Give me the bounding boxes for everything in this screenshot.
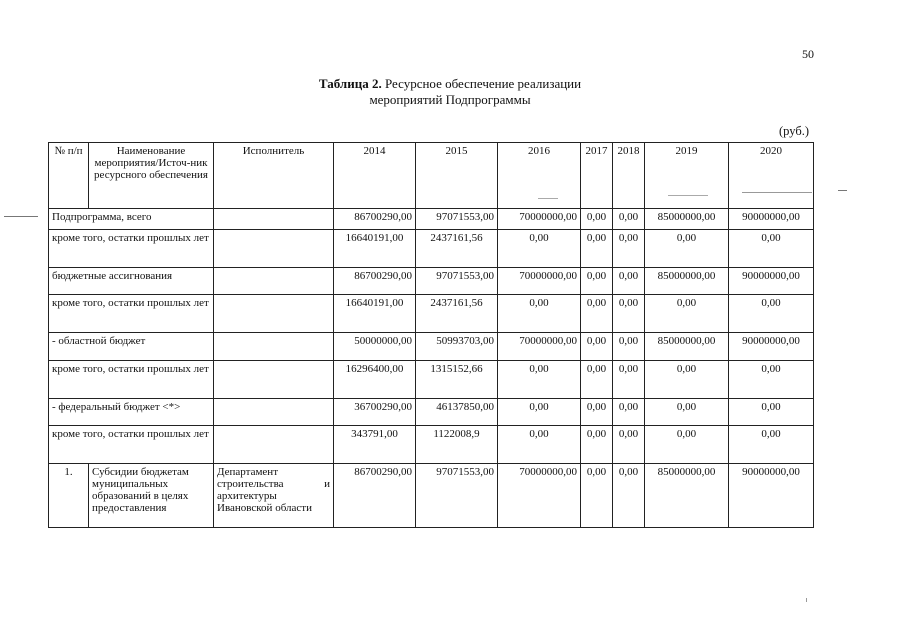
table-title [240,76,660,108]
value-cell: 0,00 [645,230,729,268]
value-cell: 0,00 [613,464,645,528]
value-cell: 85000000,00 [645,209,729,230]
row-name: - федеральный бюджет <*> [49,399,214,426]
table-row [49,333,814,361]
value-cell: 36700290,00 [334,399,416,426]
row-executor [214,399,334,426]
header-name: Наименование мероприятия/Источ-ник ресурсного обеспечения [89,143,214,209]
value-cell: 0,00 [581,333,613,361]
value-cell: 16640191,00 [334,295,416,333]
row-name: бюджетные ассигнования [49,268,214,295]
table-row [49,295,814,333]
value-cell: 343791,00 [334,426,416,464]
table-row [49,230,814,268]
table-title-line2: мероприятий Подпрограммы [369,92,531,107]
row-executor [214,230,334,268]
value-cell: 0,00 [581,295,613,333]
table-title-text: Ресурсное обеспечение реализации [384,76,582,91]
value-cell: 46137850,00 [416,399,498,426]
value-cell: 2437161,56 [416,230,498,268]
value-cell: 1315152,66 [416,361,498,399]
value-cell: 0,00 [613,426,645,464]
value-cell: 2437161,56 [416,295,498,333]
value-cell: 90000000,00 [729,209,814,230]
value-cell: 0,00 [613,295,645,333]
row-executor [214,333,334,361]
value-cell: 0,00 [498,295,581,333]
header-executor: Исполнитель [214,143,334,209]
item-index: 1. [49,464,89,528]
row-name: Подпрограмма, всего [49,209,214,230]
value-cell: 0,00 [645,399,729,426]
row-name: кроме того, остатки прошлых лет [49,361,214,399]
table-row [49,426,814,464]
value-cell: 0,00 [613,209,645,230]
value-cell: 0,00 [613,230,645,268]
row-executor [214,426,334,464]
value-cell: 0,00 [645,295,729,333]
page-number: 50 [802,47,814,61]
scan-mark [538,198,558,199]
row-executor [214,361,334,399]
value-cell: 97071553,00 [416,268,498,295]
value-cell: 0,00 [613,399,645,426]
table-row [49,209,814,230]
value-cell: 0,00 [581,209,613,230]
table-row [49,268,814,295]
row-executor [214,268,334,295]
value-cell: 0,00 [645,426,729,464]
value-cell: 0,00 [498,426,581,464]
table-row [49,464,814,528]
value-cell: 0,00 [613,268,645,295]
value-cell: 97071553,00 [416,464,498,528]
scan-mark [4,216,38,217]
value-cell: 70000000,00 [498,268,581,295]
value-cell: 85000000,00 [645,268,729,295]
value-cell: 0,00 [729,295,814,333]
resource-table [48,142,814,528]
row-name: кроме того, остатки прошлых лет [49,295,214,333]
value-cell: 1122008,9 [416,426,498,464]
value-cell: 0,00 [581,230,613,268]
header-num: № п/п [49,143,89,209]
value-cell: 70000000,00 [498,209,581,230]
value-cell: 0,00 [498,230,581,268]
value-cell: 0,00 [729,426,814,464]
row-name: - областной бюджет [49,333,214,361]
row-name: кроме того, остатки прошлых лет [49,426,214,464]
table-title-label: Таблица 2. [318,76,382,91]
value-cell: 85000000,00 [645,333,729,361]
table-row [49,399,814,426]
value-cell: 0,00 [613,333,645,361]
header-year: 2017 [581,143,613,209]
row-executor [214,295,334,333]
value-cell: 90000000,00 [729,268,814,295]
value-cell: 16640191,00 [334,230,416,268]
value-cell: 0,00 [613,361,645,399]
value-cell: 0,00 [581,464,613,528]
value-cell: 90000000,00 [729,464,814,528]
value-cell: 0,00 [581,426,613,464]
row-executor [214,209,334,230]
header-year: 2016 [498,143,581,209]
scan-mark [668,195,708,196]
table-row [49,361,814,399]
header-year: 2014 [334,143,416,209]
value-cell: 86700290,00 [334,464,416,528]
units-label: (руб.) [779,124,809,138]
value-cell: 16296400,00 [334,361,416,399]
value-cell: 97071553,00 [416,209,498,230]
header-year: 2019 [645,143,729,209]
scan-mark [742,192,812,193]
value-cell: 0,00 [645,361,729,399]
scan-mark [806,598,807,602]
value-cell: 86700290,00 [334,268,416,295]
value-cell: 0,00 [729,399,814,426]
value-cell: 0,00 [498,361,581,399]
value-cell: 86700290,00 [334,209,416,230]
value-cell: 0,00 [581,399,613,426]
value-cell: 85000000,00 [645,464,729,528]
header-year: 2015 [416,143,498,209]
item-name: Субсидии бюджетам муниципальных образований в целях предоставления [89,464,214,528]
value-cell: 50000000,00 [334,333,416,361]
scan-mark [838,190,847,191]
value-cell: 0,00 [729,361,814,399]
item-executor: Департамент строительства и архитектуры Ивановской области [214,464,334,528]
value-cell: 0,00 [581,268,613,295]
row-name: кроме того, остатки прошлых лет [49,230,214,268]
header-year: 2018 [613,143,645,209]
value-cell: 90000000,00 [729,333,814,361]
value-cell: 50993703,00 [416,333,498,361]
value-cell: 70000000,00 [498,464,581,528]
value-cell: 70000000,00 [498,333,581,361]
value-cell: 0,00 [729,230,814,268]
value-cell: 0,00 [581,361,613,399]
value-cell: 0,00 [498,399,581,426]
header-year: 2020 [729,143,814,209]
